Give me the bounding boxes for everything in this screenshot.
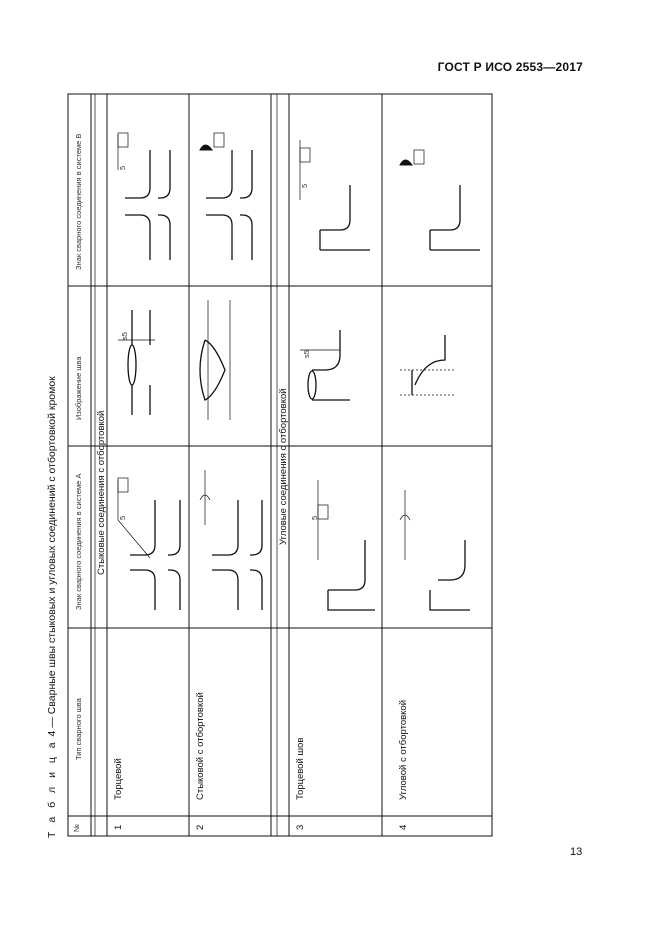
row3-no: 3	[295, 824, 306, 830]
row2-sign-b-drawing	[200, 133, 252, 260]
row3-sign-b-dim: 5	[300, 183, 309, 188]
row3-sign-a-dim: 5	[310, 515, 319, 520]
row2-no: 2	[195, 824, 206, 830]
row2-type: Стыковой с отбортовкой	[195, 692, 206, 800]
row2-sign-a-drawing	[200, 470, 262, 610]
column-header-type: Тип сварного шва	[74, 698, 83, 760]
row3-type: Торцевой шов	[295, 737, 306, 800]
column-header-sign-a: Знак сварного соединения в системе А	[74, 473, 83, 610]
section-title-butt: Стыковые соединения с отбортовкой	[96, 410, 107, 575]
row3-sign-a-drawing	[318, 480, 375, 610]
table-caption-prefix: Т а б л и ц а	[46, 739, 58, 838]
row1-no: 1	[113, 824, 124, 830]
column-header-no: №	[72, 823, 81, 832]
row3-image-drawing	[300, 330, 350, 400]
row1-image-dim: s5	[120, 332, 129, 340]
page-number: 13	[570, 846, 583, 858]
column-header-sign-b: Знак сварного соединения в системе В	[74, 133, 83, 270]
row1-sign-b-drawing	[118, 133, 170, 260]
row3-image-dim: s5	[302, 350, 311, 358]
row4-sign-b-drawing	[400, 150, 480, 250]
row1-sign-a-dim: 5	[118, 515, 127, 520]
row1-sign-b-dim: 5	[118, 165, 127, 170]
row1-type: Торцевой	[113, 758, 124, 800]
section-title-corner: Угловые соединения с отбортовкой	[278, 388, 289, 545]
document-header: ГОСТ Р ИСО 2553—2017	[437, 60, 583, 74]
row1-image-drawing	[118, 310, 155, 415]
row4-sign-a-drawing	[400, 490, 470, 610]
row1-sign-a-drawing	[118, 478, 180, 610]
row2-image-drawing	[200, 300, 230, 420]
row3-sign-b-drawing	[300, 140, 370, 250]
row4-type: Угловой с отбортовкой	[398, 699, 409, 800]
row4-image-drawing	[400, 335, 455, 395]
table-caption-text: 4 — Сварные швы стыковых и угловых соединений с отбортовкой кромок	[46, 376, 58, 737]
column-header-image: Изображение шва	[74, 356, 83, 420]
row4-no: 4	[398, 824, 409, 830]
